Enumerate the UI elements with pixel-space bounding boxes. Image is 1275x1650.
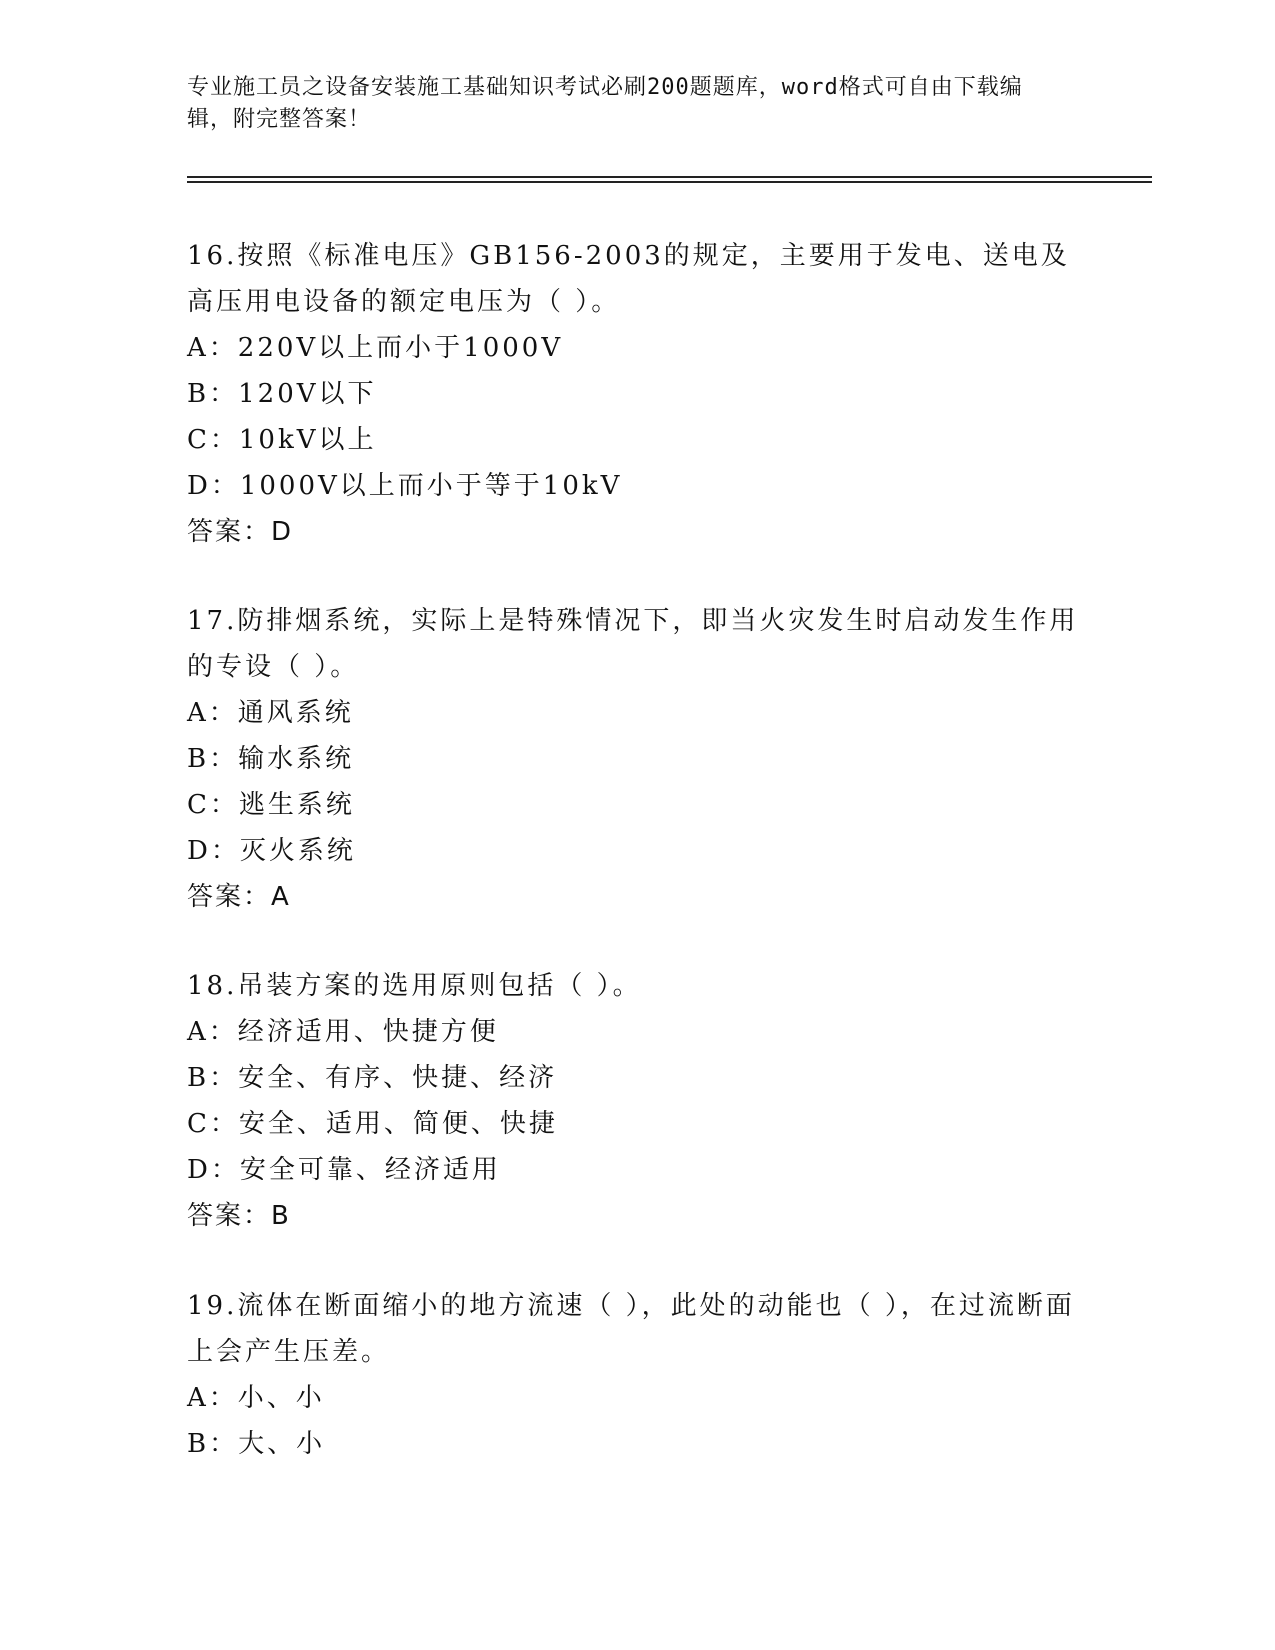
question-18 xyxy=(187,963,1087,1239)
question-stem: 18.吊装方案的选用原则包括（ ）。 xyxy=(187,971,642,1001)
question-stem: 17.防排烟系统，实际上是特殊情况下，即当火灾发生时启动发生作用的专设（ ）。 xyxy=(187,606,1079,682)
option-a: A：经济适用、快捷方便 xyxy=(187,1017,499,1047)
question-19 xyxy=(187,1283,1087,1467)
answer-label: 答案：A xyxy=(187,882,291,912)
header-divider-bottom xyxy=(187,181,1152,183)
question-16 xyxy=(187,233,1087,555)
option-c: C：10kV以上 xyxy=(187,425,377,455)
option-b: B：输水系统 xyxy=(187,744,355,774)
option-b: B：安全、有序、快捷、经济 xyxy=(187,1063,558,1093)
question-stem: 19.流体在断面缩小的地方流速（ ），此处的动能也（ ），在过流断面上会产生压差。 xyxy=(187,1291,1075,1367)
option-d: D：灭火系统 xyxy=(187,836,356,866)
answer-label: 答案：B xyxy=(187,1201,291,1231)
option-c: C：安全、适用、简便、快捷 xyxy=(187,1109,558,1139)
option-d: D：1000V以上而小于等于10kV xyxy=(187,471,623,501)
option-a: A：220V以上而小于1000V xyxy=(187,333,564,363)
document-header: 专业施工员之设备安装施工基础知识考试必刷200题题库，word格式可自由下载编辑，附完整答案！ xyxy=(187,75,1023,132)
option-b: B：120V以下 xyxy=(187,379,377,409)
option-a: A：小、小 xyxy=(187,1383,325,1413)
answer-label: 答案：D xyxy=(187,517,294,547)
option-c: C：逃生系统 xyxy=(187,790,355,820)
option-d: D：安全可靠、经济适用 xyxy=(187,1155,501,1185)
header-divider-top xyxy=(187,176,1152,178)
option-b: B：大、小 xyxy=(187,1429,326,1459)
question-17 xyxy=(187,598,1087,920)
option-a: A：通风系统 xyxy=(187,698,354,728)
question-stem: 16.按照《标准电压》GB156-2003的规定，主要用于发电、送电及高压用电设备的额定电压为（ ）。 xyxy=(187,241,1070,317)
